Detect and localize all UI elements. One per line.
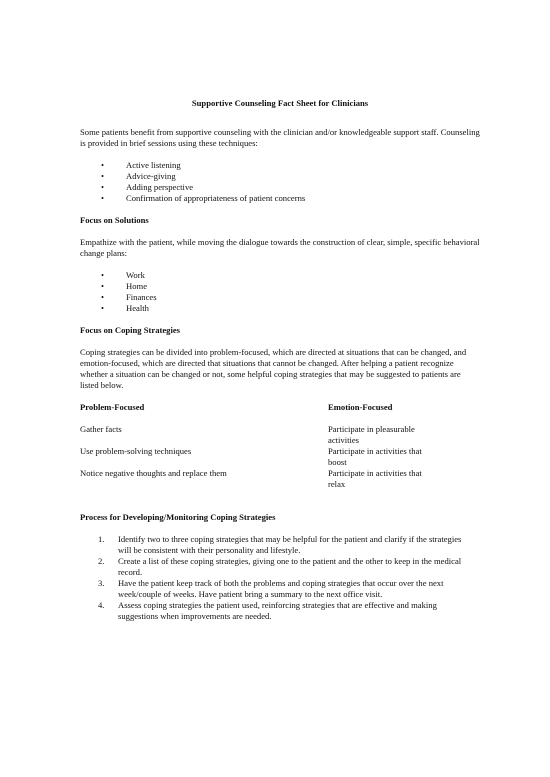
bullet-icon: • [101, 193, 105, 203]
list-item: • Home [101, 281, 148, 291]
step-number: 3. [98, 578, 105, 588]
emotion-cell: Participate in activities that relax [328, 468, 422, 489]
coping-heading: Focus on Coping Strategies [80, 325, 181, 335]
list-item: • Advice-giving [101, 171, 176, 181]
problem-cell: Use problem-solving techniques [80, 446, 192, 456]
step-number: 1. [98, 534, 105, 544]
table-row [80, 424, 480, 446]
bullet-icon: • [101, 171, 105, 181]
intro-paragraph: Some patients benefit from supportive counseling with the clinician and/or knowledgeable support staff. Counseling is provided in brief sessions using these techniques: [80, 127, 480, 148]
coping-paragraph: Coping strategies can be divided into problem-focused, which are directed at situations that can be changed, and emotion-focused, which are directed that situations that cannot be changed. After helping a patient recognize whether a situation can be changed or not, some helpful coping strategies that may be suggested to patients are listed below. [80, 347, 467, 390]
list-item: 4. Assess coping strategies the patient used, reinforcing strategies that are effective and making suggestions when improvements are needed. [98, 600, 437, 621]
emotion-cell: Participate in activities that boost [328, 446, 422, 467]
table-header-row [80, 402, 480, 413]
techniques-list [80, 160, 480, 204]
emotion-focused-header: Emotion-Focused [328, 402, 393, 412]
bullet-icon: • [101, 160, 105, 170]
list-item: • Confirmation of appropriateness of patient concerns [101, 193, 306, 203]
list-item: • Active listening [101, 160, 181, 170]
table-row [80, 468, 480, 490]
table-row [80, 446, 480, 468]
bullet-icon: • [101, 270, 105, 280]
solutions-paragraph: Empathize with the patient, while moving the dialogue towards the construction of clear, simple, specific behavioral change plans: [80, 237, 480, 258]
list-item: • Finances [101, 292, 157, 302]
step-number: 4. [98, 600, 105, 610]
bullet-icon: • [101, 281, 105, 291]
document-page [80, 98, 480, 622]
solutions-list [80, 270, 480, 314]
list-item: 1. Identify two to three coping strategies that may be helpful for the patient and clarify if the strategies will be consistent with their personality and lifestyle. [98, 534, 462, 555]
document-title: Supportive Counseling Fact Sheet for Clinicians [191, 98, 369, 108]
emotion-cell: Participate in pleasurable activities [328, 424, 415, 445]
coping-strategies-table [80, 402, 480, 490]
list-item: • Adding perspective [101, 182, 194, 192]
bullet-icon: • [101, 292, 105, 302]
process-heading: Process for Developing/Monitoring Coping Strategies [80, 512, 276, 522]
solutions-heading: Focus on Solutions [80, 215, 149, 225]
list-item: 2. Create a list of these coping strategies, giving one to the patient and the other to keep in the medical record. [98, 556, 462, 577]
problem-cell: Gather facts [80, 424, 122, 434]
problem-focused-header: Problem-Focused [80, 402, 145, 412]
process-steps-list [80, 534, 480, 622]
list-item: 3. Have the patient keep track of both the problems and coping strategies that occur over the next week/couple of weeks. Have patient bring a summary to the next office visit. [98, 578, 444, 599]
list-item: • Health [101, 303, 149, 313]
bullet-icon: • [101, 303, 105, 313]
bullet-icon: • [101, 182, 105, 192]
list-item: • Work [101, 270, 145, 280]
problem-cell: Notice negative thoughts and replace them [80, 468, 227, 478]
step-number: 2. [98, 556, 105, 566]
